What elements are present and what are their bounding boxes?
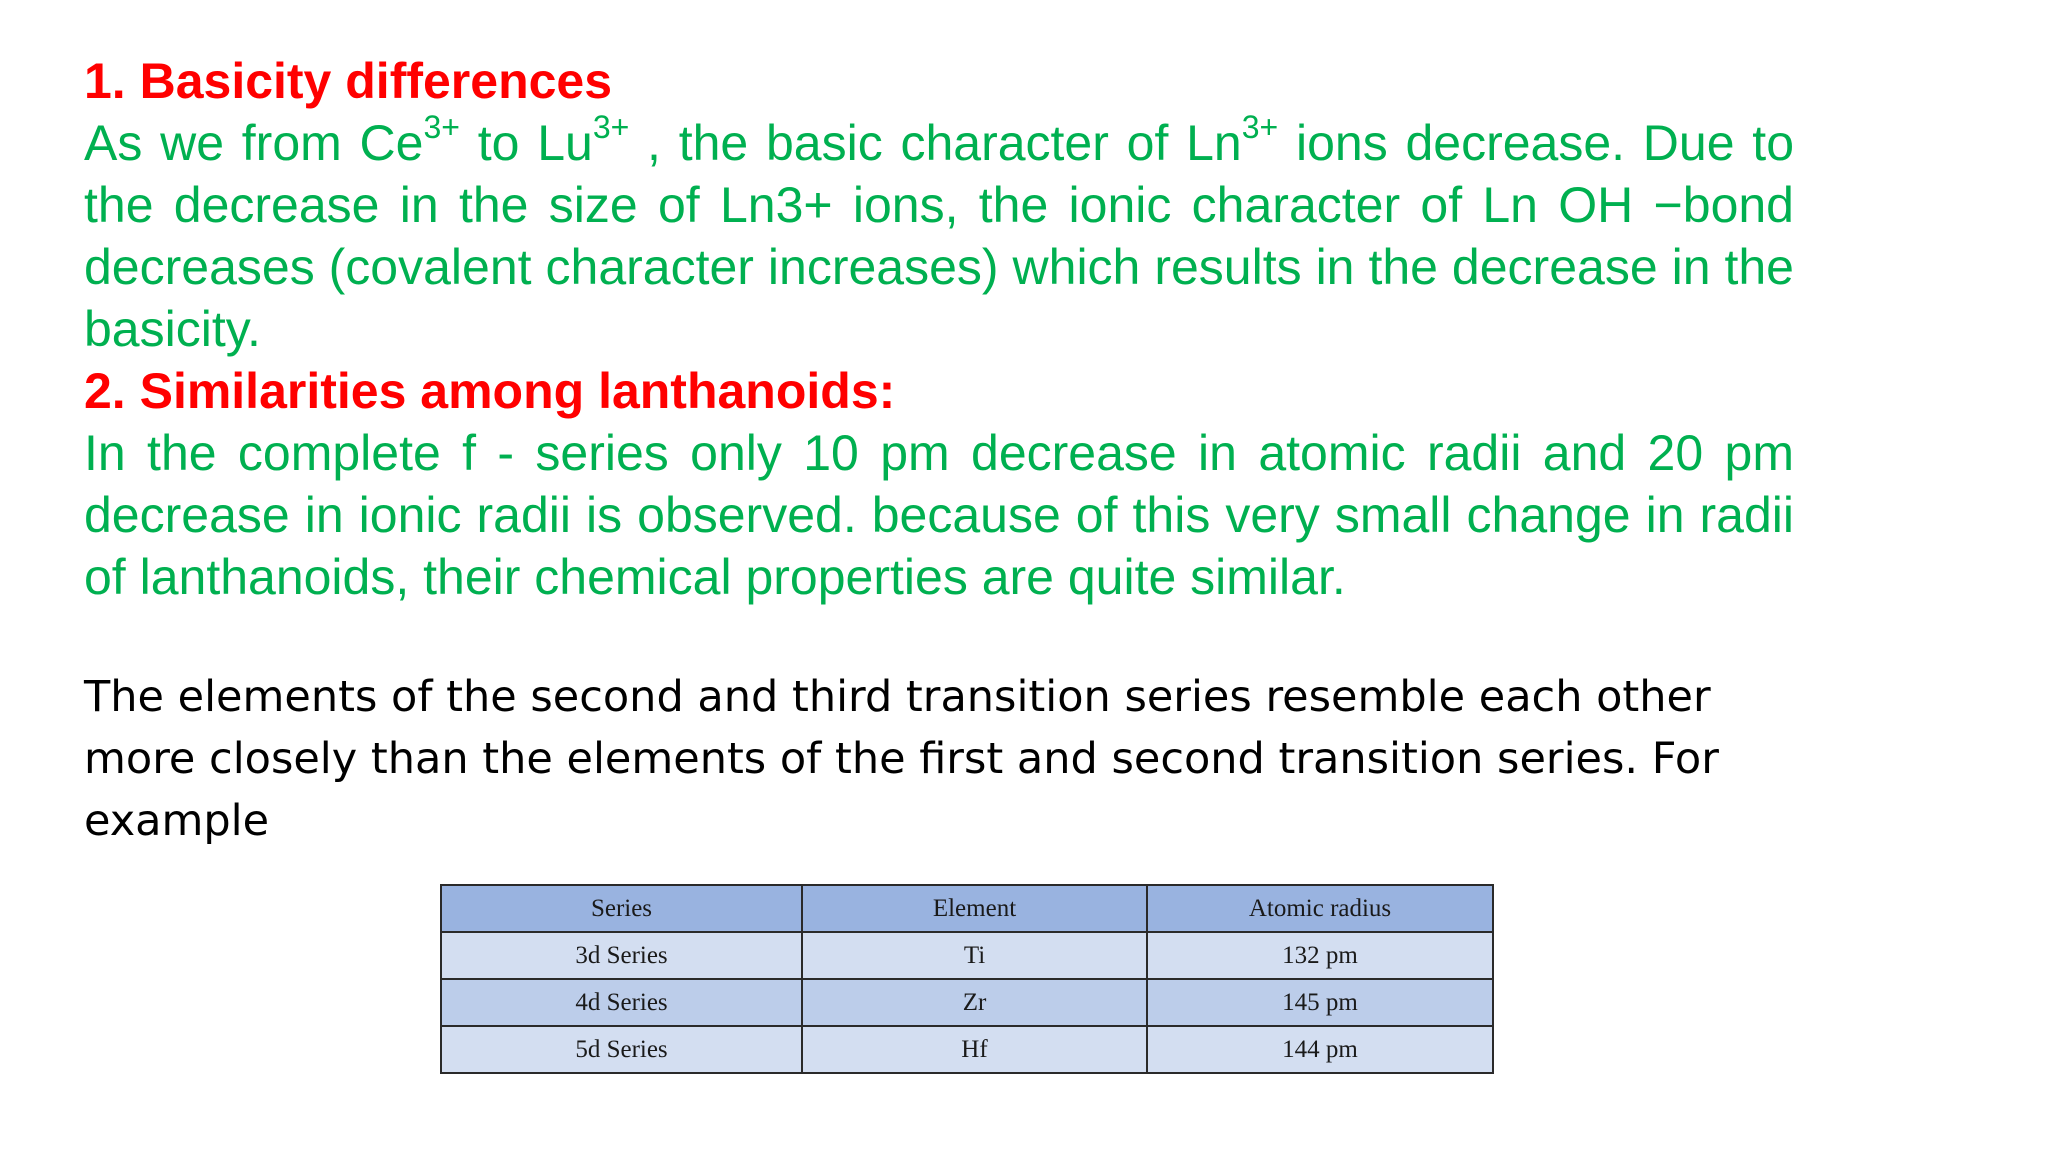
cell-atomic-radius: 144 pm xyxy=(1147,1026,1493,1073)
basicity-heading: 1. Basicity differences xyxy=(84,53,613,109)
atomic-radius-table-container xyxy=(440,884,1494,1074)
cell-element: Hf xyxy=(802,1026,1147,1073)
cell-element: Ti xyxy=(802,932,1147,979)
superscript-charge: 3+ xyxy=(423,109,460,146)
basicity-text-part1: As we from Ce xyxy=(84,115,424,171)
table-header-row xyxy=(441,885,1493,932)
table-row xyxy=(441,1026,1493,1073)
superscript-charge: 3+ xyxy=(592,109,630,146)
superscript-charge: 3+ xyxy=(1241,109,1279,146)
table-row xyxy=(441,979,1493,1026)
transition-series-note: The elements of the second and third transition series resemble each other more closely than the elements of the first and second transition series. For example xyxy=(84,672,1719,846)
similarities-paragraph: In the complete f - series only 10 pm decrease in atomic radii and 20 pm decrease in ionic radii is observed. because of this very small change in radii of lanthanoids, their chemical properties are quite similar. xyxy=(84,425,1794,605)
header-atomic-radius: Atomic radius xyxy=(1147,885,1493,932)
basicity-text-part3: , the basic character of Ln xyxy=(629,115,1242,171)
basicity-text-part4: ions decrease. Due to the decrease in the size of Ln3+ ions, the ionic character of Ln OH −bond decreases (covalent character increases) which results in the decrease in the basicity. xyxy=(84,115,1794,357)
basicity-text-part2: to Lu xyxy=(459,115,593,171)
cell-atomic-radius: 132 pm xyxy=(1147,932,1493,979)
cell-series: 3d Series xyxy=(441,932,802,979)
basicity-paragraph xyxy=(84,109,1794,360)
table-row xyxy=(441,932,1493,979)
cell-element: Zr xyxy=(802,979,1147,1026)
cell-series: 5d Series xyxy=(441,1026,802,1073)
cell-series: 4d Series xyxy=(441,979,802,1026)
header-element: Element xyxy=(802,885,1147,932)
header-series: Series xyxy=(441,885,802,932)
text-content xyxy=(84,50,1794,608)
cell-atomic-radius: 145 pm xyxy=(1147,979,1493,1026)
similarities-heading: 2. Similarities among lanthanoids: xyxy=(84,363,896,419)
atomic-radius-table xyxy=(440,884,1494,1074)
